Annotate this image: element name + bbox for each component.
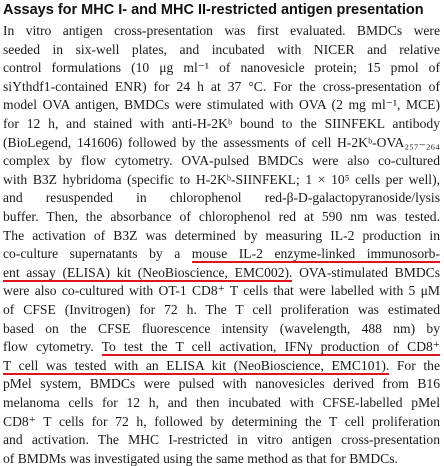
text-segment: melanoma cells for 12 h, and then incubated with CFSE-labelled pMel	[3, 395, 440, 410]
text-segment: (BioLegend, 141606) followed by the assessments of cell H-2Kᵇ-OVA₂₅₇₋₂₆₄	[3, 134, 440, 150]
text-line	[3, 226, 440, 245]
text-segment: of BMDMs was investigated using the same method as that for BMDCs.	[3, 450, 398, 466]
text-segment: for 12 h, and stained with anti-H-2Kᵇ bound to the SIINFEKL antibody	[3, 116, 440, 131]
text-line	[3, 337, 440, 356]
text-segment: with B3Z hybridoma (specific to H-2Kᵇ-SIINFEKL; 1 × 10⁵ cells per well),	[3, 171, 440, 187]
text-segment: pMel system, BMDCs were pulsed with nanovesicles derived from B16	[3, 376, 440, 392]
text-segment: based on the CFSE fluorescence intensity (wavelength, 488 nm) by	[3, 320, 440, 336]
text-line	[3, 356, 440, 375]
text-segment: control formulations (10 μg ml⁻¹ of nanovesicle protein; 15 pmol of	[3, 60, 440, 76]
text-segment: In vitro antigen cross-presentation was first evaluated. BMDCs were	[3, 23, 440, 38]
text-line	[3, 77, 440, 96]
text-line	[3, 412, 440, 431]
text-line	[3, 133, 440, 152]
text-line	[3, 281, 440, 300]
text-segment: complex by flow cytometry. OVA-pulsed BMDCs were also co-cultured	[3, 153, 440, 169]
section-heading: Assays for MHC I- and MHC II-restricted antigen presentation	[3, 2, 424, 18]
text-line	[3, 207, 440, 226]
text-segment: siYthdf1-contained ENR) for 24 h at 37 °C. For the cross-presentation of	[3, 78, 440, 94]
text-line	[3, 393, 440, 412]
text-segment: OVA-stimulated BMDCs	[292, 264, 440, 280]
text-line	[3, 188, 440, 207]
text-line	[3, 374, 440, 393]
text-segment: buffer. Then, the absorbance of chlorophenol red at 590 nm was tested.	[3, 209, 440, 224]
text-line	[3, 95, 440, 114]
highlighted-text: To test the T cell activation, IFNγ production of CD8⁺	[101, 339, 440, 355]
text-line	[3, 319, 440, 338]
text-line	[3, 58, 440, 77]
text-line	[3, 263, 440, 282]
text-line	[3, 114, 440, 133]
text-segment: model OVA antigen, BMDCs were stimulated with OVA (2 mg ml⁻¹, MCE)	[3, 97, 440, 113]
text-line	[3, 449, 440, 466]
text-segment: flow cytometry.	[3, 339, 102, 355]
text-line	[3, 430, 440, 449]
text-segment: of CFSE (Invitrogen) for 72 h. The T cell proliferation was estimated	[3, 302, 440, 317]
highlighted-text: T cell was tested with an ELISA kit (NeoBioscience, EMC101).	[3, 357, 390, 373]
text-line	[3, 21, 440, 40]
text-segment: CD8⁺ T cells for 72 h, followed by determining the T cell proliferation	[3, 413, 440, 429]
text-segment: seeded in six-well plates, and incubated with NICER and relative	[3, 41, 440, 57]
highlighted-text: mouse IL-2 enzyme-linked immunosorb-	[191, 246, 440, 262]
text-segment: The activation of B3Z was determined by measuring IL-2 production in	[3, 227, 440, 243]
text-segment: For the	[389, 357, 440, 373]
text-line	[3, 170, 440, 189]
text-line	[3, 151, 440, 170]
text-segment: and activation. The MHC I-restricted in vitro antigen cross-presentation	[3, 432, 440, 448]
text-segment: and resuspended in chlorophenol red-β-D-galactopyranoside/lysis	[3, 190, 440, 206]
highlighted-text: ent assay (ELISA) kit (NeoBioscience, EMC002).	[3, 264, 293, 280]
text-line	[3, 244, 440, 263]
text-segment: co-culture supernatants by a	[3, 246, 192, 262]
text-line	[3, 300, 440, 319]
text-segment: were also co-cultured with OT-1 CD8⁺ T cells that were labelled with 5 μM	[3, 283, 440, 299]
text-line	[3, 40, 440, 59]
